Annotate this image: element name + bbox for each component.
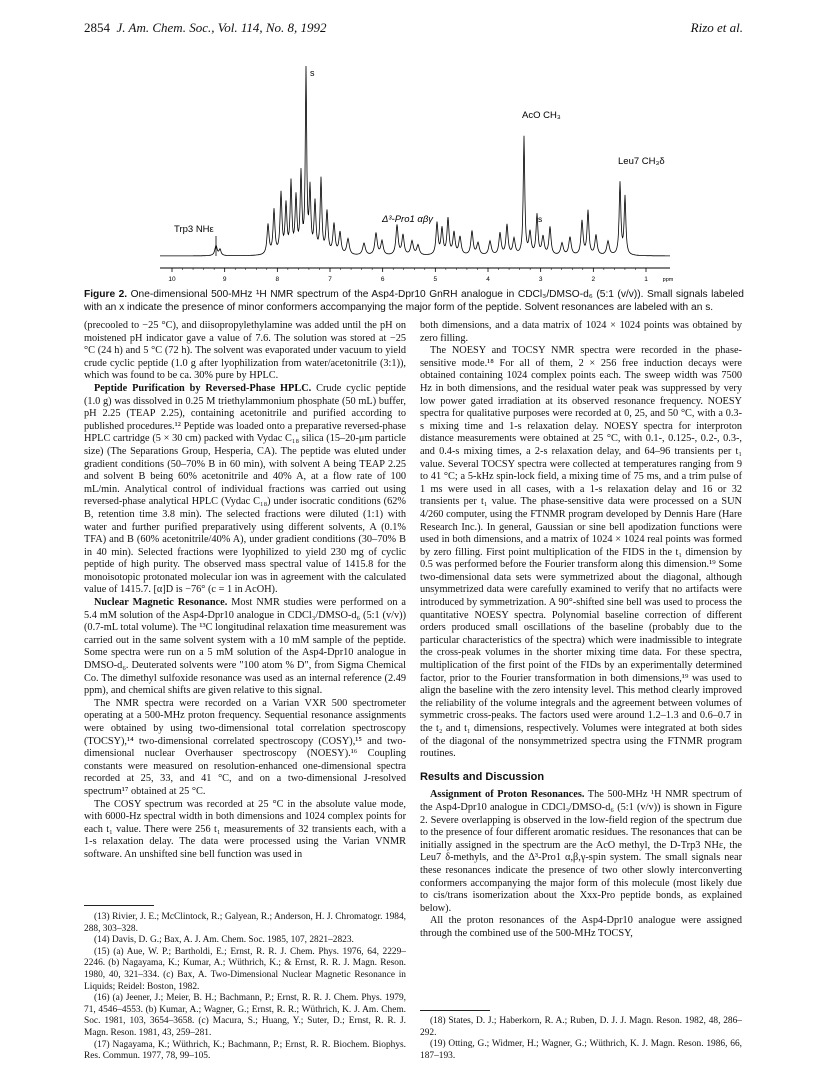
axis-tick-label: 5 — [433, 276, 438, 283]
axis-tick-label: 4 — [486, 276, 490, 283]
peak-label-aco: AcO CH₃ — [522, 110, 561, 121]
left-paragraph-5: The COSY spectrum was recorded at 25 °C in the absolute value mode, with 6000-Hz spectral width in both dimensions and 1024 complex points for each t₁ value. There were 256 t₁ measurements of 32 transients each, with a 1-s relaxation delay. The data were processed using the Varian VNMR software. An unshifted sine bell function was used in — [84, 798, 406, 860]
section-heading: Results and Discussion — [420, 770, 545, 783]
reference-14: (14) Davis, D. G.; Bax, A. J. Am. Chem. Soc. 1985, 107, 2821–2823. — [94, 935, 354, 946]
reference-16: (16) (a) Jeener, J.; Meier, B. H.; Bachmann, P.; Ernst, R. R. J. Chem. Phys. 1979, 71, 4546–4553. (b) Kumar, A.; Wagner, G.; Ernst, R. R.; Wüthrich, K. J. Am. Chem. Soc. 1981, 103, 3654–3658. (c) Macura, S.; Huang, Y.; Suter, D.; Ernst, R. R. J. Magn. Reson. 1981, 43, 259–281. — [84, 993, 406, 1038]
references-left — [84, 912, 406, 1063]
peak-label-solvent-top: s — [310, 68, 315, 78]
spectrum-line — [160, 66, 670, 256]
axis-ticks — [168, 268, 673, 283]
axis-tick-label: 2 — [591, 276, 596, 283]
axis-tick-label: 3 — [538, 276, 543, 283]
right-paragraph-2: The NOESY and TOCSY NMR spectra were recorded in the phase-sensitive mode.¹⁸ For all of them, 2 × 256 free induction decays were obtained containing 1024 complex points each. The sweep width was 7500 Hz in both dimensions, and the residual water peak was suppressed by very low power gated irradiation at its observed resonance frequency. NOESY spectra for qualitative purposes were recorded at 0, 25, and 50 °C, with a 0.3-s mixing time and 1-s relaxation delay. NOESY spectra for interproton distance measurements were obtained at 25 °C, with 0.1-, 0.125-, 0.2-, 0.3-, and 0.4-s mixing times, a 2-s relaxation delay, and 64–96 transients per t₁ value. Several TOCSY spectra were collected at temperatures ranging from 9 to 41 °C; a 5-kHz spin-lock field, a mixing time of 75 ms, and a trim pulse of 1 ms were used in all cases, with a 1-s relaxation delay and 16 or 32 transients per t₁ value. The phase-sensitive data were processed on a SUN 4/260 computer, using the FTNMR program developed by Dennis Hare (Hare Research Inc.). In general, Gaussian or sine bell apodization functions were used in both dimensions, and a matrix of 1024 × 1024 real points was formed by zero filling. First point multiplication of the FIDS in the t₁ dimension by 0.5 was performed before the Fourier transform along this dimension.¹⁹ Some two-dimensional data sets were symmetrized about the diagonal, although unsymmetrized data were carefully examined to verify that no artifacts were introduced by symmetrization. A 90°-shifted sine bell was used to process the quantitative NOESY spectra. Polynomial baseline correction of different orders produced small oscillations of the baseline (probably due to the particular characteristics of the spectra) which were inadmissible to integrate the cross-peak volumes in the shorter mixing time data. For these spectra, multiplication of the first point of the FIDs by an experimentally determined factor, prior to the Fourier transformation in both dimensions,¹⁹ was used to align the baseline with the zero intensity level. This method clearly improved the reliability of the volume integrals and the agreement between volumes of symmetric cross-peaks. The factors used were around 1.2–1.3 and 0.6–0.7 in the t₂ and t₁ dimensions, respectively. Volumes were integrated at both sides of the diagonal of the nonsymmetrized spectra using the FTNMR program routines. — [420, 345, 742, 760]
right-column — [420, 320, 742, 941]
reference-13: (13) Rivier, J. E.; McClintock, R.; Galyean, R.; Anderson, H. J. Chromatogr. 1984, 288, 303–328. — [84, 912, 406, 934]
axis-tick-label: 6 — [380, 276, 385, 283]
footnote-rule-right — [420, 1010, 490, 1011]
peak-label-leu7: Leu7 CH₃δ — [618, 156, 665, 167]
axis-tick-label: 7 — [328, 276, 332, 283]
left-column — [84, 320, 406, 862]
axis-tick-label: 9 — [222, 276, 227, 283]
references-right — [420, 1016, 742, 1062]
footnote-rule-left — [84, 905, 154, 906]
reference-18: (18) States, D. J.; Haberkorn, R. A.; Ruben, D. J. J. Magn. Reson. 1982, 48, 286–292. — [420, 1016, 742, 1038]
left-paragraph-2: Peptide Purification by Reversed-Phase HPLC. Crude cyclic peptide (1.0 g) was dissolved in 0.25 M triethylammonium phosphate (50 mL) buffer, pH 2.25 (TEAP 2.25), containing acetonitrile and purified according to published procedures.¹² Peptide was loaded onto a preparative reversed-phase HPLC cartridge (5 × 30 cm) packed with Vydac C₁₈ silica (15–20-μm particle size) (The Separations Group, Hesperia, CA). The peptide was eluted under gradient conditions (50–70% B in 60 min), with solvent A being TEAP 2.25 and solvent B being 60% acetonitrile and 40% A, at a flow rate of 100 mL/min. Analytical control of individual fractions was carried out using reversed-phase analytical HPLC (Vydac C₁₈) under isocratic conditions (62% B, retention time 3.8 min). The selected fractions were diluted (1:1) with water and further purified preparatively using different solvents, A (0.1% TFA) and B (60% acetonitrile/40% A), under gradient conditions (30–70% B in 40 min). Selected fractions were lyophilized to yield 230 mg of cyclic peptide of high purity. The observed mass spectral value of 1415.8 for the monoisotopic protonated molecular ion was in agreement with the calculated value of 1415.7. [α]D is −76° (c = 1 in AcOH). — [84, 382, 406, 596]
figure-caption: Figure 2. One-dimensional 500-MHz ¹H NMR spectrum of the Asp4-Dpr10 GnRH analogue in CDCl₃/DMSO-d₆ (5:1 (v/v)). Small signals labeled with an x indicate the presence of minor conformers accompanying the major form of the peptide. Solvent resonances are labeled with an s. — [84, 289, 744, 313]
author-header: Rizo et al. — [690, 20, 743, 35]
right-paragraph-1: both dimensions, and a data matrix of 1024 × 1024 points was obtained by zero filling. — [420, 320, 742, 344]
axis-tick-label: 8 — [275, 276, 280, 283]
reference-19: (19) Otting, G.; Widmer, H.; Wagner, G.; Wüthrich, K. J. Magn. Reson. 1986, 66, 187–193. — [420, 1039, 742, 1061]
spectrum-trace — [160, 66, 670, 256]
reference-17: (17) Nagayama, K.; Wüthrich, K.; Bachmann, P.; Ernst, R. R. Biochem. Biophys. Res. Commun. 1977, 78, 99–105. — [84, 1039, 406, 1062]
left-paragraph-3: Nuclear Magnetic Resonance. Most NMR studies were performed on a 5.4 mM solution of the Asp4-Dpr10 analogue in CDCl₃/DMSO-d₆ (5:1 (v/v)) (0.7-mL total volume). The ¹³C longitudinal relaxation time measurement was carried out in the same solvent system with a 10 mM sample of the peptide. Some spectra were run on a 5 mM solution of the Asp4-Dpr10 analogue in DMSO-d₆. Deuterated solvents were "100 atom % D", from Sigma Chemical Co. The dimethyl sulfoxide resonance was used as an internal reference (2.49 ppm), and chemical shifts are given relative to this signal. — [84, 597, 406, 697]
axis-tick-label: ppm — [662, 277, 674, 283]
peak-label-pro1: Δ³-Pro1 αβγ — [382, 214, 434, 225]
nmr-spectrum-figure — [150, 60, 690, 286]
journal-citation: 2854 J. Am. Chem. Soc., Vol. 114, No. 8, 1992 — [84, 20, 327, 35]
peak-label-solvent-mid: s — [538, 214, 543, 224]
peak-label-trp3: Trp3 NHε — [174, 224, 214, 235]
left-paragraph-4: The NMR spectra were recorded on a Varian VXR 500 spectrometer operating at a 500-MHz proton frequency. Sequential resonance assignments were obtained by using two-dimensional total correlation spectroscopy (TOCSY),¹⁴ two-dimensional correlated spectroscopy (COSY),¹⁵ and two-dimensional nuclear Overhauser spectroscopy (NOESY).¹⁶ Coupling constants were measured on resolution-enhanced one-dimensional spectra recorded at 25, 33, and 41 °C, and on a two-dimensional J-resolved spectrum¹⁷ obtained at 25 °C. — [84, 697, 406, 797]
right-paragraph-3: Assignment of Proton Resonances. The 500-MHz ¹H NMR spectrum of the Asp4-Dpr10 analogue in CDCl₃/DMSO-d₆ (5:1 (v/v)) is shown in Figure 2. Severe overlapping is observed in the low-field region of the spectrum due to the presence of four different aromatic residues. The resonances that can be initially assigned in the spectrum are the AcO methyl, the D-Trp3 NHε, the Leu7 δ-methyls, and the Δ³-Pro1 α,β,γ-spin system. The small signals near these resonances indicate the presence of two other slowly interconverting conformers accompanying the major form of this molecule (most likely due to cis/trans isomerization about the Xxx-Pro peptide bonds, as explained below). — [420, 789, 743, 914]
reference-15: (15) (a) Aue, W. P.; Bartholdi, E.; Ernst, R. R. J. Chem. Phys. 1976, 64, 2229–2246. (b) Nagayama, K.; Kumar, A.; Wüthrich, K.; & Ernst, R. R. J. Magn. Reson. 1980, 40, 321–334. (c) Bax, A. Two-Dimensional Nuclear Magnetic Resonance in Liquids; Reidel: Boston, 1982. — [84, 946, 406, 992]
running-header — [84, 20, 743, 42]
axis-tick-label: 10 — [168, 276, 176, 283]
right-paragraph-4: All the proton resonances of the Asp4-Dpr10 analogue were assigned through the combined use of the 500-MHz TOCSY, — [420, 915, 742, 939]
left-paragraph-1: (precooled to −25 °C), and diisopropylethylamine was added until the pH on moistened pH indicator gave a value of 7.6. The solution was stored at −25 °C (24 h) and 5 °C (72 h). The solvent was evaporated under vacuum to yield crude cyclic peptide (1.0 g after lyophilization from water/acetonitrile (3:1)), which was found to be ca. 30% pure by HPLC. — [84, 320, 406, 382]
axis-tick-label: 1 — [644, 276, 648, 283]
